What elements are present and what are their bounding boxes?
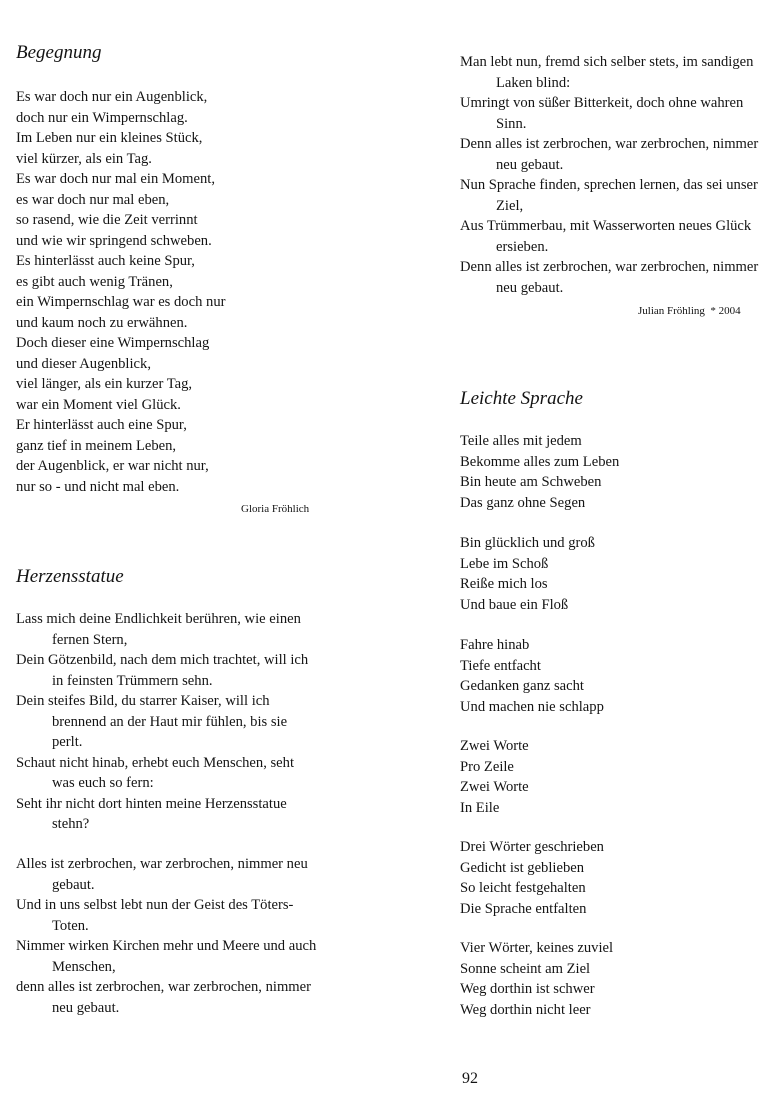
poem-line: Zwei Worte — [460, 779, 529, 795]
poem-title-begegnung: Begegnung — [16, 42, 102, 63]
poem-line: Lass mich deine Endlichkeit berühren, wie einen fernen Stern, — [16, 611, 301, 648]
poem-line: ein Wimpernschlag war es doch nur — [16, 294, 226, 310]
poem-stanza-herzensstatue-1 — [16, 609, 320, 835]
poem-line: Weg dorthin nicht leer — [460, 1001, 591, 1018]
poem-line: Pro Zeile — [460, 758, 514, 775]
poem-line: Man lebt nun, fremd sich selber stets, im sandigen Laken blind: — [460, 54, 754, 91]
poem-body-begegnung — [16, 87, 225, 497]
poem-line: Aus Trümmerbau, mit Wasserworten neues Glück ersieben. — [460, 218, 752, 255]
poem-stanza-leichte-sprache-5 — [460, 837, 604, 919]
poem-line: es war doch nur mal eben, — [16, 191, 170, 208]
poem-stanza-leichte-sprache-3 — [460, 635, 604, 717]
poem-line: In Eile — [460, 799, 500, 816]
poem-line: Und baue ein Floß — [460, 596, 569, 613]
poem-line: Im Leben nur ein kleines Stück, — [16, 130, 203, 146]
poem-stanza-leichte-sprache-2 — [460, 533, 595, 615]
poem-line: Nimmer wirken Kirchen mehr und Meere und auch Menschen, — [16, 938, 317, 975]
poem-line: Denn alles ist zerbrochen, war zerbrochen, nimmer neu gebaut. — [460, 259, 759, 296]
author-gloria-froehlich: Gloria Fröhlich — [241, 503, 310, 515]
poem-line: Er hinterlässt auch eine Spur, — [16, 417, 187, 433]
poem-line: Weg dorthin ist schwer — [460, 981, 595, 997]
poem-line: nur so - und nicht mal eben. — [16, 478, 180, 495]
poem-line: Gedicht ist geblieben — [460, 859, 585, 876]
poem-line: Dein Götzenbild, nach dem mich trachtet, will ich in feinsten Trümmern sehn. — [16, 652, 309, 689]
poem-line: Umringt von süßer Bitterkeit, doch ohne wahren Sinn. — [460, 95, 744, 132]
poem-line: Dein steifes Bild, du starrer Kaiser, will ich brennend an der Haut mir fühlen, bis sie perlt. — [16, 693, 288, 750]
poem-stanza-leichte-sprache-4 — [460, 736, 529, 818]
poem-line: Bekomme alles zum Leben — [460, 453, 620, 470]
poem-line: Gedanken ganz sacht — [460, 678, 584, 694]
poem-line: Alles ist zerbrochen, war zerbrochen, nimmer neu gebaut. — [16, 856, 308, 893]
poem-line: ganz tief in meinem Leben, — [16, 437, 177, 454]
poem-line: Es war doch nur mal ein Moment, — [16, 171, 215, 187]
poem-line: Denn alles ist zerbrochen, war zerbrochen, nimmer neu gebaut. — [460, 136, 759, 173]
poem-line: Tiefe entfacht — [460, 657, 541, 674]
poem-line: und dieser Augenblick, — [16, 355, 151, 372]
poem-line: Reiße mich los — [460, 576, 548, 592]
poem-line: Fahre hinab — [460, 637, 530, 653]
poem-line: Bin glücklich und groß — [460, 535, 595, 551]
poem-line: Teile alles mit jedem — [460, 433, 582, 449]
author-julian-froehling — [638, 305, 741, 318]
poem-line: Doch dieser eine Wimpernschlag — [16, 335, 210, 351]
author-year: * 2004 — [710, 305, 741, 317]
poem-line: Und machen nie schlapp — [460, 698, 604, 715]
poem-line: Die Sprache entfalten — [460, 900, 587, 917]
poem-line: Schaut nicht hinab, erhebt euch Menschen, seht was euch so fern: — [16, 754, 295, 791]
poem-line: und wie wir springend schweben. — [16, 232, 212, 249]
poem-line: war ein Moment viel Glück. — [16, 396, 181, 413]
poem-line: Es war doch nur ein Augenblick, — [16, 89, 208, 105]
poem-title-leichte-sprache: Leichte Sprache — [460, 388, 583, 409]
poem-stanza-herzensstatue-2 — [16, 854, 320, 1018]
poem-line: Das ganz ohne Segen — [460, 494, 586, 511]
poem-line: Bin heute am Schweben — [460, 474, 602, 490]
poem-stanza-leichte-sprache-6 — [460, 938, 613, 1020]
poem-line: Lebe im Schoß — [460, 555, 549, 572]
poem-title-herzensstatue: Herzensstatue — [16, 566, 124, 587]
poem-line: doch nur ein Wimpernschlag. — [16, 109, 188, 126]
poem-line: Sonne scheint am Ziel — [460, 960, 591, 977]
poem-stanza-leichte-sprache-1 — [460, 431, 619, 513]
poem-line: viel länger, als ein kurzer Tag, — [16, 376, 193, 392]
poem-line: Drei Wörter geschrieben — [460, 839, 604, 855]
poem-line: der Augenblick, er war nicht nur, — [16, 458, 209, 474]
poem-line: so rasend, wie die Zeit verrinnt — [16, 212, 198, 228]
poem-line: es gibt auch wenig Tränen, — [16, 273, 173, 290]
poem-line: und kaum noch zu erwähnen. — [16, 314, 188, 331]
poem-line: Vier Wörter, keines zuviel — [460, 940, 614, 956]
page-number: 92 — [462, 1070, 478, 1087]
poem-line: Zwei Worte — [460, 738, 529, 754]
poem-line: So leicht festgehalten — [460, 880, 586, 896]
poem-line: Und in uns selbst lebt nun der Geist des Töters-Toten. — [16, 897, 294, 934]
poem-line: denn alles ist zerbrochen, war zerbrochen, nimmer neu gebaut. — [16, 979, 311, 1016]
author-name: Julian Fröhling — [638, 305, 705, 317]
poem-line: Nun Sprache finden, sprechen lernen, das sei unser Ziel, — [460, 177, 758, 214]
poem-stanza-herzensstatue-3 — [460, 52, 762, 298]
poem-line: viel kürzer, als ein Tag. — [16, 150, 152, 167]
poem-line: Es hinterlässt auch keine Spur, — [16, 253, 195, 269]
poem-line: Seht ihr nicht dort hinten meine Herzensstatue stehn? — [16, 795, 287, 832]
